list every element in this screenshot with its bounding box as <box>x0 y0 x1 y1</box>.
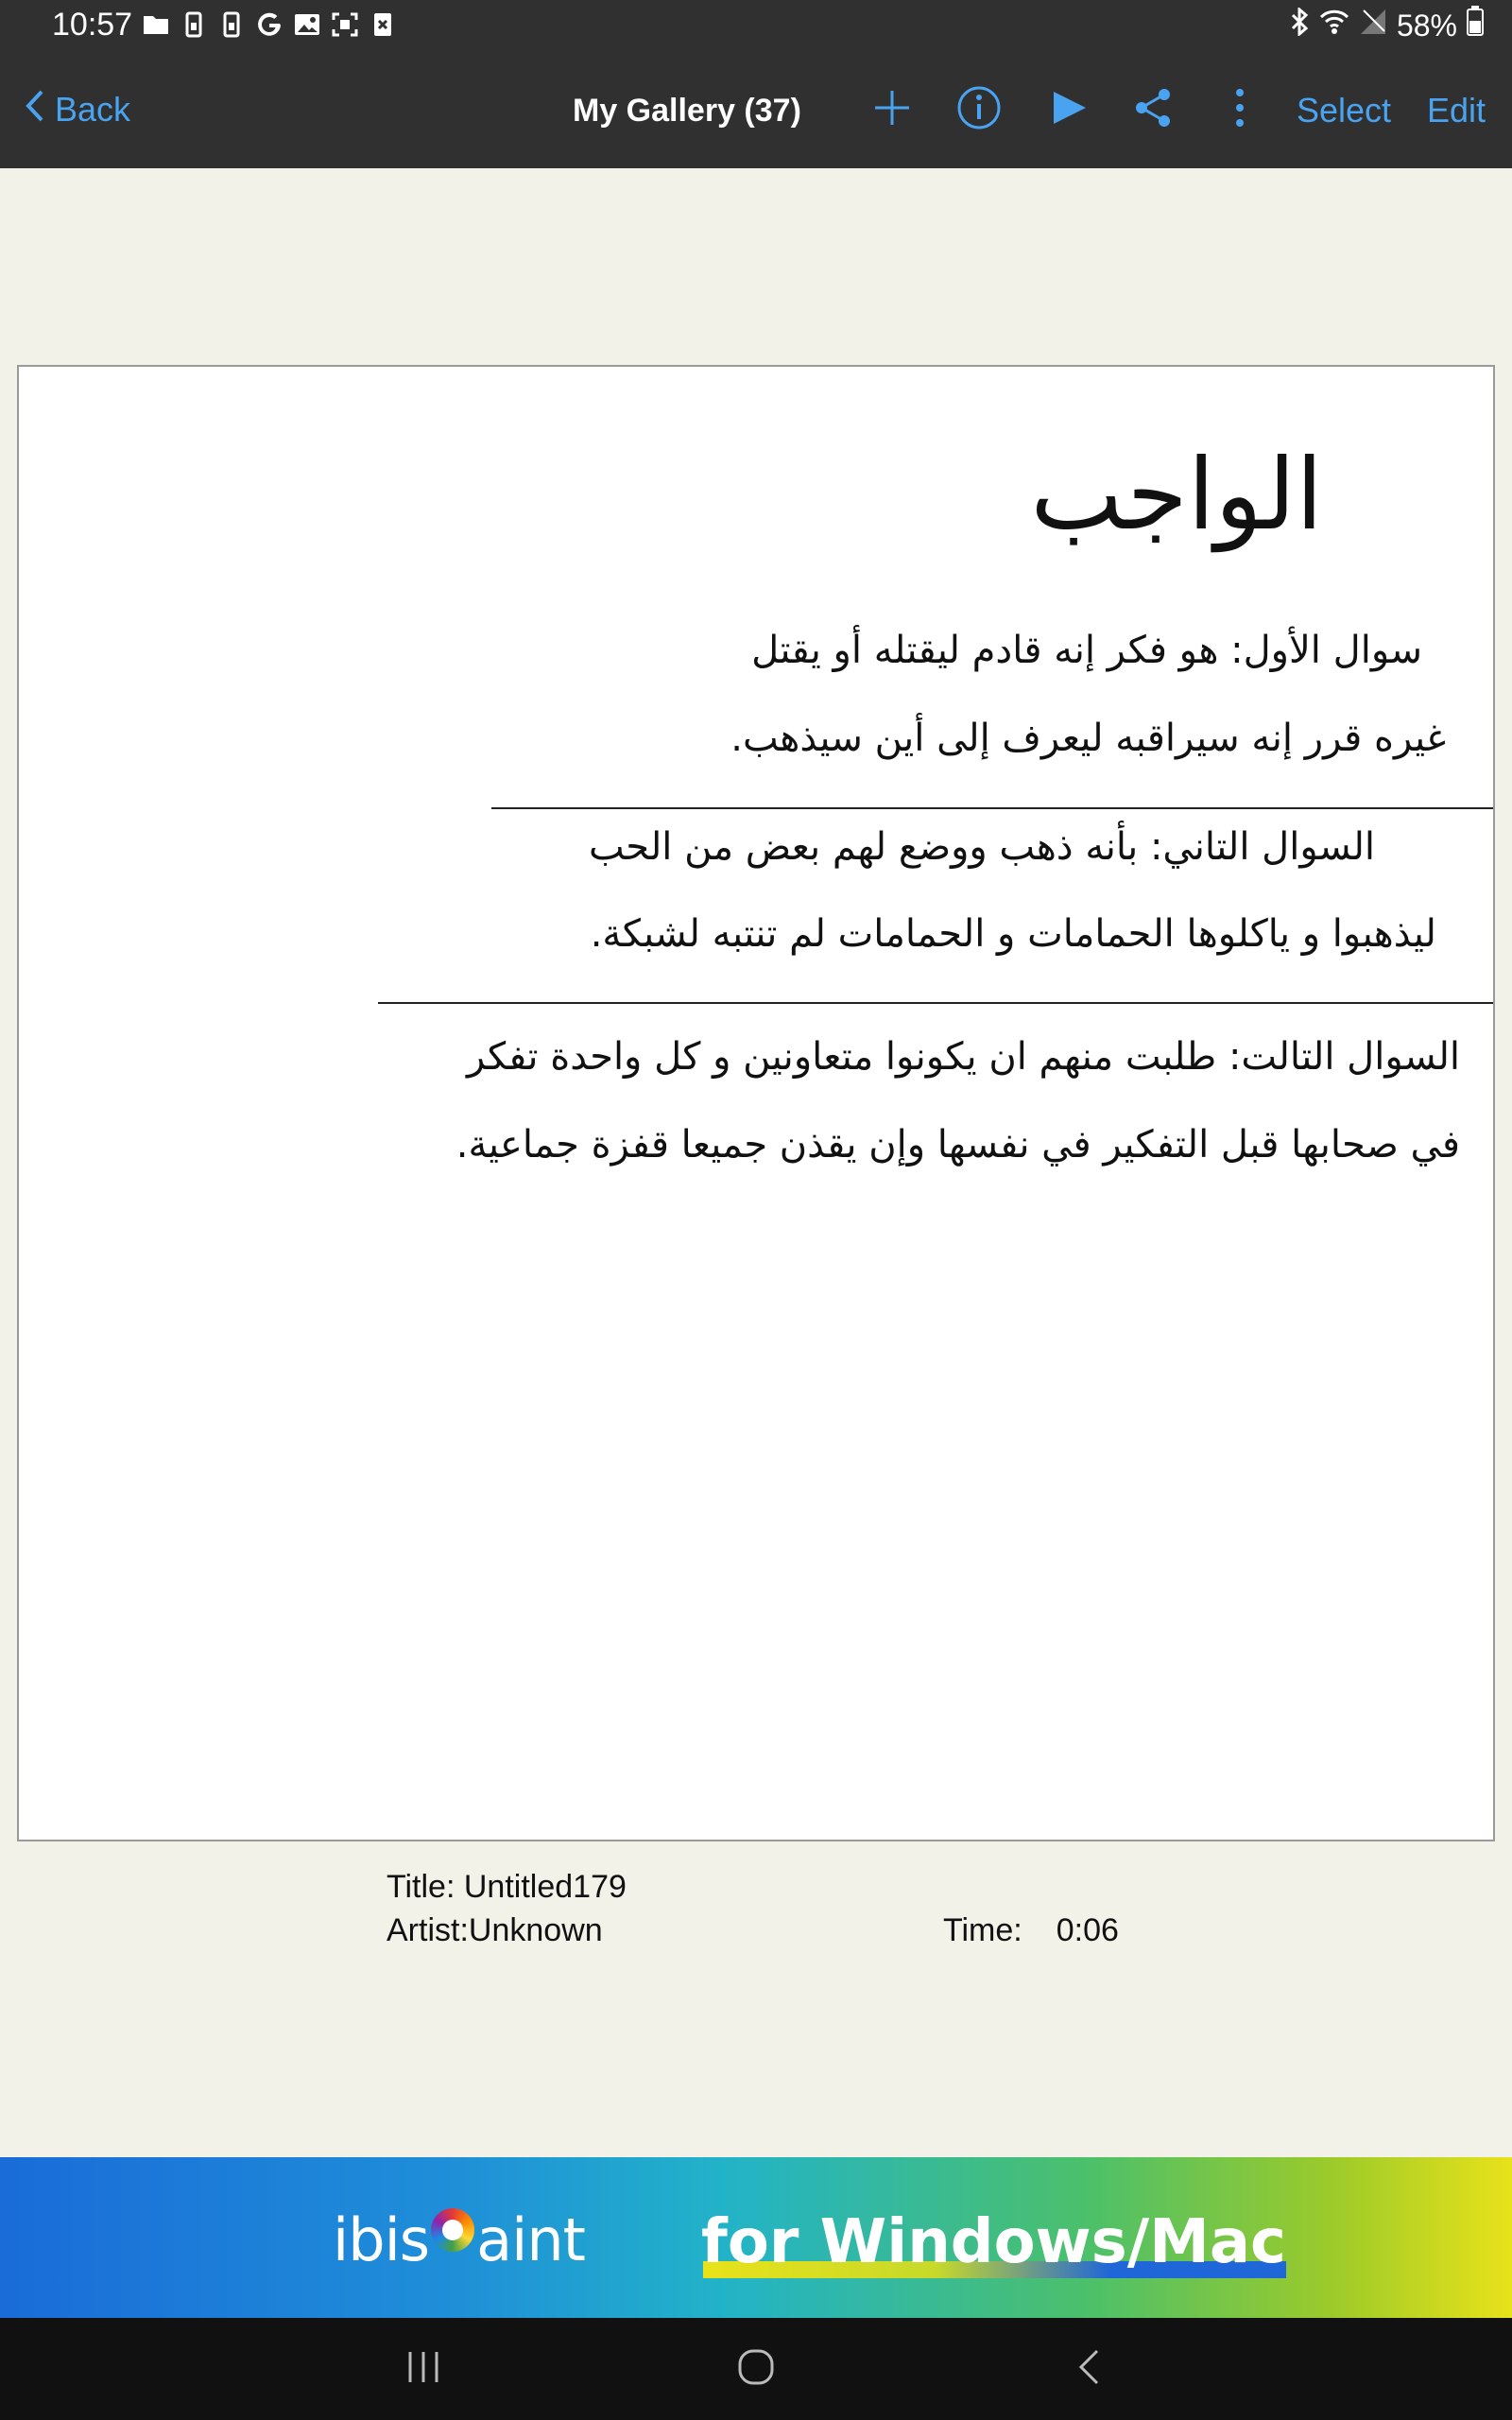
select-button[interactable]: Select <box>1297 91 1392 130</box>
wifi-icon <box>1319 7 1349 44</box>
battery-percent: 58% <box>1396 8 1457 43</box>
time-value: 0:06 <box>1056 1912 1119 1948</box>
slogan-text: for Windows/Mac <box>701 2207 1286 2277</box>
logo-text-prefix: ibis <box>333 2204 430 2274</box>
question-1-line-1: سوال الأول: هو فكر إنه قادم ليقتله أو يقتل <box>751 629 1422 672</box>
folder-icon <box>142 11 170 38</box>
color-wheel-icon <box>431 2208 474 2252</box>
artwork-heading: الواجب <box>1030 437 1323 552</box>
bluetooth-icon <box>1289 7 1310 44</box>
recent-apps-button[interactable] <box>386 2341 461 2397</box>
question-2-line-1: السوال التاني: بأنه ذهب ووضع لهم بعض من الحب <box>589 825 1375 869</box>
time-label: Time: <box>943 1912 1022 1948</box>
artwork-preview[interactable] <box>17 365 1495 1841</box>
artwork-time-row <box>943 1910 1119 1951</box>
play-button[interactable] <box>1045 81 1092 138</box>
battery-icon <box>1467 6 1484 44</box>
recent-apps-icon <box>404 2350 442 2389</box>
more-button[interactable] <box>1223 81 1257 138</box>
system-status <box>1289 6 1484 44</box>
back-arrow-icon <box>1074 2348 1103 2391</box>
divider-line <box>491 807 1493 809</box>
chevron-left-icon <box>25 88 45 132</box>
notification-icons <box>142 9 397 40</box>
promo-banner[interactable] <box>0 2157 1512 2318</box>
back-nav-button[interactable] <box>1051 2341 1126 2397</box>
google-icon <box>255 11 284 38</box>
artist-label: Artist: <box>387 1912 469 1948</box>
home-icon <box>737 2348 775 2391</box>
title-label: Title: <box>387 1869 455 1905</box>
edit-button[interactable]: Edit <box>1427 91 1486 130</box>
sim-icon <box>217 11 246 38</box>
info-icon <box>956 85 1002 135</box>
signal-icon <box>1359 7 1387 44</box>
add-button[interactable] <box>868 81 917 138</box>
status-bar <box>0 0 1512 49</box>
sim-icon <box>180 11 208 38</box>
play-icon <box>1050 89 1088 131</box>
title-value: Untitled179 <box>463 1869 627 1905</box>
ibispaint-logo <box>333 2197 585 2282</box>
back-button[interactable] <box>25 83 130 136</box>
more-icon <box>1234 87 1246 133</box>
system-navigation-bar <box>0 2318 1512 2420</box>
image-icon <box>293 11 321 38</box>
share-button[interactable] <box>1128 81 1177 138</box>
gallery-title: My Gallery (37) <box>573 93 801 129</box>
home-button[interactable] <box>718 2341 794 2397</box>
info-button[interactable] <box>954 81 1004 138</box>
artwork-title-row <box>387 1866 627 1908</box>
screenshot-icon <box>331 11 359 38</box>
banner-slogan <box>701 2204 1286 2280</box>
logo-text-suffix: aint <box>476 2204 585 2274</box>
question-1-line-2: غيره قرر إنه سيراقبه ليعرف إلى أين سيذهب. <box>730 717 1446 760</box>
question-3-line-1: السوال التالت: طلبت منهم ان يكونوا متعاونين و كل واحدة تفكر <box>467 1035 1460 1079</box>
status-time: 10:57 <box>52 7 133 43</box>
question-2-line-2: ليذهبوا و ياكلوها الحمامات و الحمامات لم تنتبه لشبكة. <box>590 912 1436 956</box>
artwork-artist-row <box>387 1910 603 1951</box>
question-3-line-2: في صحابها قبل التفكير في نفسها وإن يقذن جميعا قفزة جماعية. <box>455 1123 1460 1167</box>
gallery-toolbar <box>0 49 1512 168</box>
close-box-icon <box>369 11 397 38</box>
share-icon <box>1133 87 1173 133</box>
artist-value: Unknown <box>468 1912 603 1948</box>
divider-line <box>378 1002 1493 1004</box>
back-label: Back <box>55 90 131 129</box>
add-icon <box>871 87 913 133</box>
